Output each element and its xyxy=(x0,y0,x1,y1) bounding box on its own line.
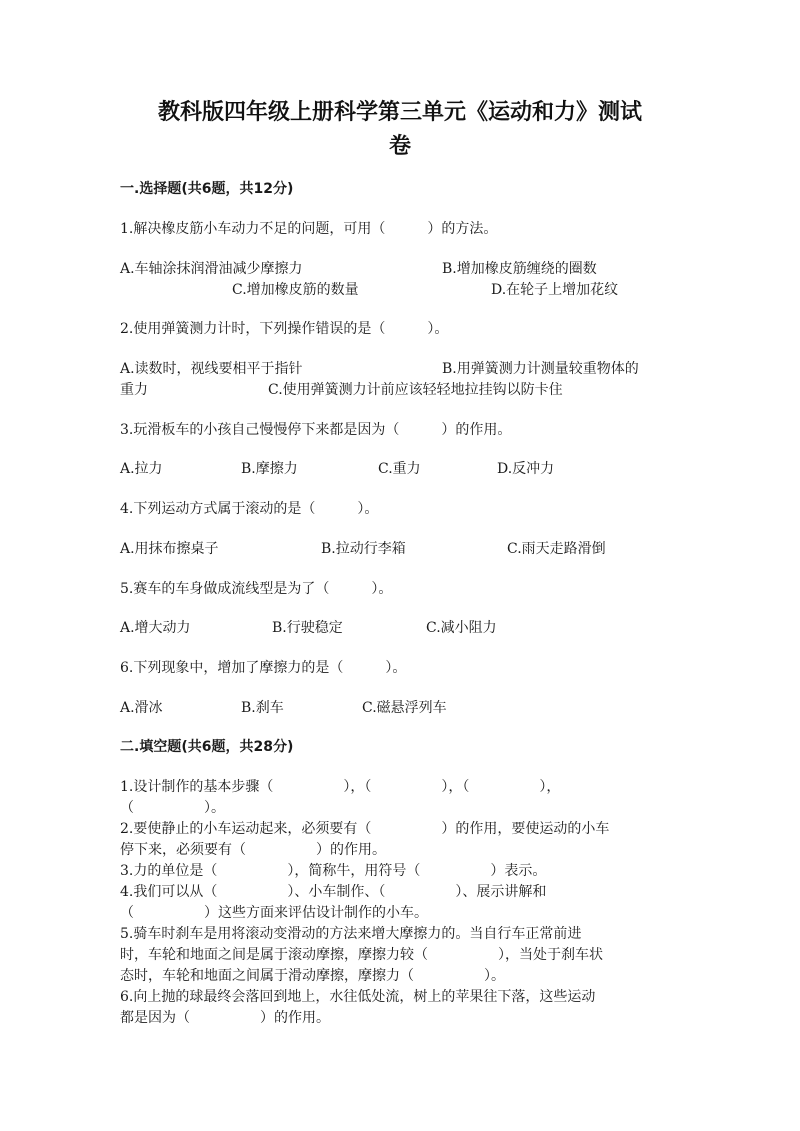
question-5-option-b: B.行驶稳定 xyxy=(272,620,343,636)
fill-line: 6.向上抛的球最终会落回到地上，水往低处流，树上的苹果往下落，这些运动 xyxy=(120,989,596,1005)
question-6-option-b: B.刹车 xyxy=(241,700,284,716)
question-2-option-b: B.用弹簧测力计测量较重物体的 xyxy=(442,361,639,377)
question-5-stem: 5.赛车的车身做成流线型是为了（ ）。 xyxy=(120,581,393,597)
question-2-option-c: C.使用弹簧测力计前应该轻轻地拉挂钩以防卡住 xyxy=(268,382,563,398)
fill-line: 4.我们可以从（ ）、小车制作、（ ）、展示讲解和 xyxy=(120,884,547,900)
fill-line: 时，车轮和地面之间是属于滚动摩擦，摩擦力较（ ），当处于刹车状 xyxy=(120,947,603,963)
fill-line: 1.设计制作的基本步骤（ ），（ ），（ ）， xyxy=(120,779,561,795)
question-5-option-c: C.减小阻力 xyxy=(426,620,497,636)
question-6-stem: 6.下列现象中，增加了摩擦力的是（ ）。 xyxy=(120,660,407,676)
fill-line: 3.力的单位是（ ），简称牛，用符号（ ）表示。 xyxy=(120,863,547,879)
question-1-option-d: D.在轮子上增加花纹 xyxy=(491,282,619,298)
question-2-option-a: A.读数时，视线要相平于指针 xyxy=(120,361,303,377)
question-4-stem: 4.下列运动方式属于滚动的是（ ）。 xyxy=(120,501,379,517)
fill-line: 停下来，必须要有（ ）的作用。 xyxy=(120,842,386,858)
fill-line: 态时，车轮和地面之间属于滑动摩擦，摩擦力（ ）。 xyxy=(120,968,505,984)
question-3-option-b: B.摩擦力 xyxy=(241,461,298,477)
question-3-option-c: C.重力 xyxy=(378,461,421,477)
exam-title xyxy=(120,96,680,164)
question-4-option-b: B.拉动行李箱 xyxy=(321,541,406,557)
question-3-option-d: D.反冲力 xyxy=(497,461,555,477)
question-2-option-b-wrap: 重力 xyxy=(120,382,148,398)
fill-line: （ ）这些方面来评估设计制作的小车。 xyxy=(120,905,428,921)
section-heading-fill-blank: 二.填空题(共6题，共28分) xyxy=(120,739,294,755)
question-3-stem: 3.玩滑板车的小孩自己慢慢停下来都是因为（ ）的作用。 xyxy=(120,422,512,438)
question-5-option-a: A.增大动力 xyxy=(120,620,191,636)
exam-title-line-1: 教科版四年级上册科学第三单元《运动和力》测试 xyxy=(157,100,642,125)
question-1-option-c: C.增加橡皮筋的数量 xyxy=(232,282,359,298)
fill-line: 都是因为（ ）的作用。 xyxy=(120,1010,330,1026)
section-heading-choice: 一.选择题(共6题，共12分) xyxy=(120,181,294,197)
question-4-option-a: A.用抹布擦桌子 xyxy=(120,541,219,557)
fill-line: （ ）。 xyxy=(120,800,225,816)
fill-line: 2.要使静止的小车运动起来，必须要有（ ）的作用，要使运动的小车 xyxy=(120,821,610,837)
fill-line: 5.骑车时刹车是用将滚动变滑动的方法来增大摩擦力的。当自行车正常前进 xyxy=(120,926,582,942)
question-6-option-a: A.滑冰 xyxy=(120,700,163,716)
question-2-stem: 2.使用弹簧测力计时，下列操作错误的是（ ）。 xyxy=(120,321,449,337)
question-4-option-c: C.雨天走路滑倒 xyxy=(507,541,606,557)
question-6-option-c: C.磁悬浮列车 xyxy=(362,700,447,716)
question-1-stem: 1.解决橡皮筋小车动力不足的问题，可用（ ）的方法。 xyxy=(120,221,498,237)
question-1-option-a: A.车轴涂抹润滑油减少摩擦力 xyxy=(120,261,303,277)
question-1-option-b: B.增加橡皮筋缠绕的圈数 xyxy=(442,261,597,277)
exam-title-line-2: 卷 xyxy=(388,134,411,159)
question-3-option-a: A.拉力 xyxy=(120,461,163,477)
